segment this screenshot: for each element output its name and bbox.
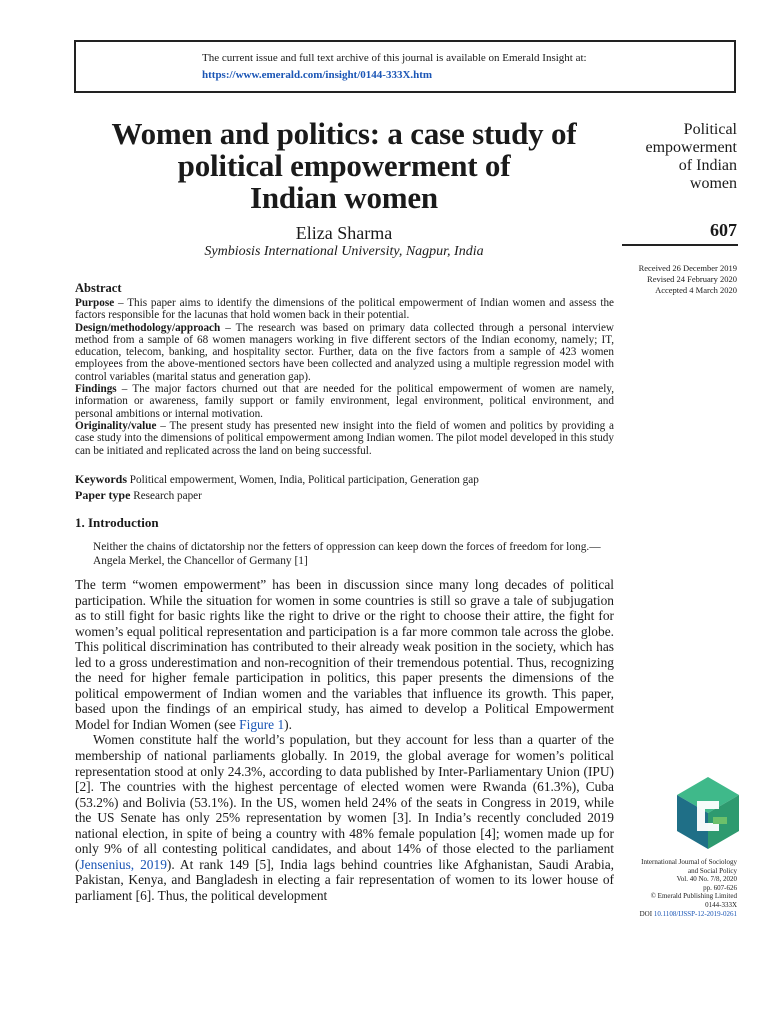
- abstract-purpose: [75, 297, 614, 322]
- abstract-originality: [75, 420, 614, 457]
- archive-notice-text: The current issue and full text archive of this journal is available on Emerald Insight at:: [202, 52, 587, 64]
- figure-link[interactable]: Figure 1: [239, 716, 285, 732]
- article-title: [74, 118, 614, 214]
- running-title: [597, 121, 737, 193]
- doi-label: DOI: [639, 909, 653, 918]
- paragraph-text: ). At rank 149 [5], India lags behind countries like Afghanistan, Saudi Arabia, Pakistan, Kenya, and Bangladesh in electing a fair representation of women to its lower house of parliament [6]. Thus, the political development: [75, 856, 614, 903]
- paper-type-text: Research paper: [130, 490, 202, 502]
- abstract-heading: Abstract: [75, 281, 122, 295]
- archive-url-link[interactable]: https://www.emerald.com/insight/0144-333X.htm: [202, 69, 433, 81]
- running-title-line: Political: [683, 121, 737, 138]
- keywords-text: Political empowerment, Women, India, Political participation, Generation gap: [127, 474, 479, 486]
- author-affiliation: Symbiosis International University, Nagpur, India: [204, 244, 484, 259]
- paragraph-text: ).: [284, 716, 292, 732]
- abstract-body: [75, 297, 614, 457]
- abstract-design: [75, 322, 614, 383]
- title-line: Indian women: [250, 180, 438, 215]
- epigraph-quote: [93, 541, 614, 568]
- body-text: [75, 577, 614, 903]
- title-line: political empowerment of: [177, 148, 511, 183]
- originality-label: Originality/value: [75, 419, 157, 432]
- doi-link[interactable]: 10.1108/IJSSP-12-2019-0261: [653, 909, 737, 918]
- journal-line: 0144-333X: [705, 900, 737, 909]
- keywords: [75, 472, 614, 487]
- paragraph: [75, 732, 614, 903]
- running-title-line: of Indian: [678, 157, 737, 174]
- received-date: Received 26 December 2019: [638, 263, 737, 273]
- journal-archive-notice: [74, 40, 736, 93]
- doi-line: [607, 910, 737, 919]
- revised-date: Revised 24 February 2020: [647, 274, 737, 284]
- emerald-logo-icon: [677, 777, 739, 849]
- running-title-line: women: [689, 175, 737, 192]
- quote-text: Neither the chains of dictatorship nor the fetters of oppression can keep down the forces of freedom for long.—Angela Merkel, the Chancellor of Germany [1]: [93, 541, 601, 567]
- journal-line: pp. 607-626: [703, 883, 737, 892]
- paper-type: [75, 488, 614, 503]
- findings-label: Findings: [75, 383, 117, 396]
- design-label: Design/methodology/approach: [75, 321, 221, 334]
- journal-line: Vol. 40 No. 7/8, 2020: [676, 875, 737, 884]
- article-history: [587, 263, 737, 296]
- citation-link[interactable]: Jensenius, 2019: [79, 856, 167, 872]
- title-line: Women and politics: a case study of: [111, 116, 577, 151]
- findings-text: – The major factors churned out that are needed for the political empowerment of women are namely, information or awareness, family support or family environment, legal environment, political environment, and personal ambitions or internal motivation.: [75, 383, 614, 420]
- purpose-text: – This paper aims to identify the dimensions of the political empowerment of Indian women and assess the factors responsible for the lacunas that hold women back in their potential.: [75, 297, 614, 322]
- abstract-findings: [75, 383, 614, 420]
- accepted-date: Accepted 4 March 2020: [655, 285, 737, 295]
- journal-line: © Emerald Publishing Limited: [650, 892, 737, 901]
- sidebar-divider: [622, 244, 738, 246]
- keywords-label: Keywords: [75, 472, 127, 486]
- design-text: – The research was based on primary data collected through a personal interview method from a sample of 68 women managers working in five different sectors of the Indian economy, namely; IT, education, telecom, banking, and hospitality sector. Further, data on the five factors from a sample of 423 women employees from the above-mentioned sectors have been collected and analyzed using a multiple regression model with control variables (marital status and generation gap).: [75, 321, 614, 383]
- section-heading: 1. Introduction: [75, 515, 159, 530]
- paragraph-text: The term “women empowerment” has been in discussion since many long decades of political participation. While the situation for women in some countries is still so grave a tale of subjugation as to still fight for basic rights like the right to drive or the right to choose their attire, the fight for women’s equal political representation and participation is a far more common tale across the globe. This political discrimination has contributed to their already weak position in the society, which has led to a gross underestimation and non-recognition of their tremendous potential. Thus, recognizing the need for higher female participation in politics, this paper presents the dimensions of the political empowerment of Indian women and the variables that influence its growth. This paper, based upon the findings of an empirical study, has aimed to develop a Political Empowerment Model for Indian Women (see: [75, 577, 614, 732]
- logo-accent: [713, 817, 727, 824]
- purpose-label: Purpose: [75, 297, 115, 309]
- journal-info: [607, 858, 737, 918]
- running-title-line: empowerment: [645, 139, 737, 156]
- author-name: Eliza Sharma: [295, 223, 393, 243]
- originality-text: – The present study has presented new insight into the field of women and politics by providing a case study into the dimensions of political empowerment among Indian women. The pilot model developed in this study can be initiated and replicated across the land on being successful.: [75, 419, 614, 457]
- journal-line: International Journal of Sociology: [641, 858, 737, 866]
- paragraph-text: Women constitute half the world’s population, but they account for less than a quarter of the membership of national parliaments globally. In 2019, the global average for women’s political representation stood at only 24.3%, according to data published by Inter-Parliamentary Union (IPU) [2]. The countries with the highest percentage of elected women were Rwanda (61.3%), Cuba (53.2%) and Bolivia (53.1%). In the US, women held 24% of the seats in Congress in 2019, while the US Senate has only 25% representation by women [3]. In India’s recently concluded 2019 national election, in spite of being a country with 48% female population [4]; women made up for only 9% of all contesting political candidates, and about 14% of those elected to the parliament (: [75, 732, 614, 872]
- paragraph: [75, 577, 614, 732]
- paper-type-label: Paper type: [75, 488, 131, 502]
- journal-line: and Social Policy: [688, 866, 737, 875]
- page-number: 607: [710, 220, 737, 240]
